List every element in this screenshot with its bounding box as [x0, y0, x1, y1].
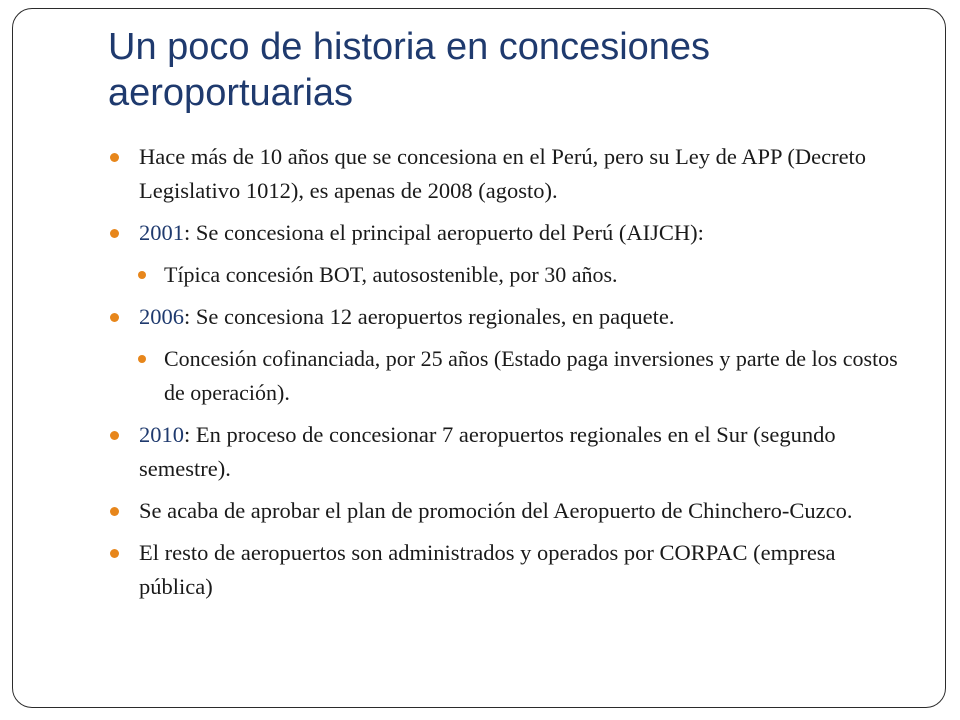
bullet-text: : Se concesiona el principal aeropuerto del Perú (AIJCH): — [184, 220, 704, 245]
bullet-marker-icon — [138, 271, 146, 279]
year-label: 2001 — [139, 220, 184, 245]
bullet-item-2006 — [108, 300, 908, 334]
bullet-marker-icon — [110, 229, 119, 238]
year-label: 2010 — [139, 422, 184, 447]
bullet-item-corpac — [108, 536, 908, 604]
bullet-marker-icon — [110, 313, 119, 322]
bullet-item-chinchero — [108, 494, 908, 528]
bullet-text: Se acaba de aprobar el plan de promoción del Aeropuerto de Chinchero-Cuzco. — [139, 498, 853, 523]
bullet-text: Hace más de 10 años que se concesiona en el Perú, pero su Ley de APP (Decreto Legislativo 1012), es apenas de 2008 (agosto). — [139, 144, 867, 203]
slide-title: Un poco de historia en concesiones aeroportuarias — [108, 26, 711, 114]
bullet-marker-icon — [110, 153, 119, 162]
bullet-marker-icon — [110, 549, 119, 558]
bullet-text: : En proceso de concesionar 7 aeropuertos regionales en el Sur (segundo semestre). — [139, 422, 836, 481]
bullet-text: Concesión cofinanciada, por 25 años (Estado paga inversiones y parte de los costos de operación). — [164, 346, 898, 405]
bullet-list — [108, 140, 908, 612]
bullet-item-2010 — [108, 418, 908, 486]
bullet-marker-icon — [110, 431, 119, 440]
bullet-text: Típica concesión BOT, autosostenible, por 30 años. — [164, 262, 618, 287]
bullet-text: : Se concesiona 12 aeropuertos regionales, en paquete. — [184, 304, 675, 329]
bullet-marker-icon — [138, 355, 146, 363]
year-label: 2006 — [139, 304, 184, 329]
bullet-marker-icon — [110, 507, 119, 516]
sub-bullet-item-cofinanciada — [136, 342, 908, 410]
bullet-item-2001 — [108, 216, 908, 250]
bullet-item-app-law — [108, 140, 908, 208]
bullet-text: El resto de aeropuertos son administrados y operados por CORPAC (empresa pública) — [139, 540, 836, 599]
sub-bullet-item-bot — [136, 258, 908, 292]
